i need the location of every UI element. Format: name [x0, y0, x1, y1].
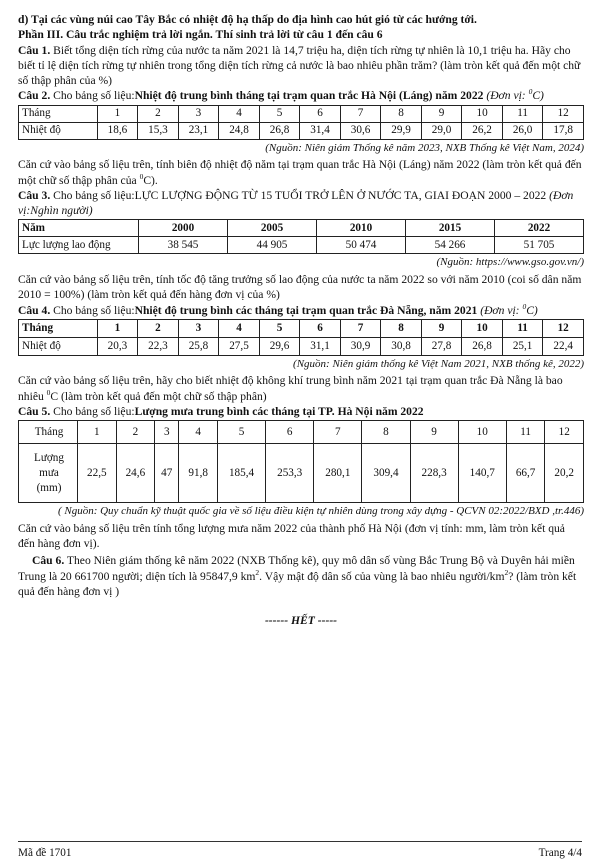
q2-table [18, 105, 584, 140]
q4-value: 27,5 [219, 337, 260, 355]
q3-header-label: Năm [19, 220, 139, 237]
q4-value: 22,4 [543, 337, 584, 355]
q5-value: 24,6 [116, 444, 155, 503]
q2-month: 10 [462, 105, 503, 122]
q4-value: 29,6 [259, 337, 300, 355]
part-title: Phần III. Câu trắc nghiệm trả lời ngắn. Thí sinh trả lời từ câu 1 đến câu 6 [18, 28, 383, 42]
q3-header-row [19, 220, 584, 237]
q5-label: Câu 5. [18, 405, 51, 418]
q4-month: 9 [421, 319, 462, 337]
q4-table [18, 319, 584, 356]
q2-month: 9 [421, 105, 462, 122]
q2-intro: Cho bảng số liệu: [53, 89, 135, 103]
q4-label: Câu 4. [18, 303, 51, 317]
exam-content [18, 12, 584, 629]
q2-month: 2 [138, 105, 179, 122]
q2-value: 31,4 [300, 122, 341, 139]
q2-unit: (Đơn vị: $^0$C) [486, 87, 544, 103]
q4-month-label: Tháng [19, 319, 98, 337]
q2-month: 6 [300, 105, 341, 122]
q3-value: 54 266 [406, 237, 495, 254]
q4-intro: Cho bảng số liệu: [53, 303, 135, 317]
q4-title: Nhiệt độ trung bình các tháng tại trạm quan trắc Đà Nẵng, năm 2021 [134, 303, 478, 317]
q4-value: 26,8 [462, 337, 503, 355]
q4-month: 6 [300, 319, 341, 337]
q2-value-label: Nhiệt độ [19, 122, 98, 139]
q4-value: 30,9 [340, 337, 381, 355]
q5-month: 12 [545, 421, 584, 444]
q2-label: Câu 2. [18, 89, 51, 103]
q3-table [18, 219, 584, 254]
q5-month: 4 [179, 421, 218, 444]
q2-month: 7 [340, 105, 381, 122]
q3-value: 44 905 [228, 237, 317, 254]
q5-value: 47 [155, 444, 179, 503]
q2-value: 30,6 [340, 122, 381, 139]
q2-value: 26,2 [462, 122, 503, 139]
q3-value-row [19, 237, 584, 254]
q4-value-label: Nhiệt độ [19, 337, 98, 355]
q5-value: 140,7 [458, 444, 506, 503]
q3-value: 51 705 [495, 237, 584, 254]
q2-source: (Nguồn: Niên giám Thống kê năm 2023, NXB Thống kê Việt Nam, 2024) [265, 141, 584, 154]
q4-value: 22,3 [138, 337, 179, 355]
q3-intro: Cho bảng số liệu: [53, 188, 135, 202]
q2-value-row [19, 122, 584, 139]
q2-value: 17,8 [543, 122, 584, 139]
q2-value: 29,9 [381, 122, 422, 139]
q4-value: 20,3 [97, 337, 138, 355]
q5-value-label: Lượng mưa (mm) [19, 444, 78, 503]
q4-month: 4 [219, 319, 260, 337]
q3-value: 38 545 [139, 237, 228, 254]
q5-title: Lượng mưa trung bình các tháng tại TP. Hà Nội năm 2022 [134, 405, 424, 418]
q2-value: 29,0 [421, 122, 462, 139]
q5-month: 9 [410, 421, 458, 444]
q4-month: 2 [138, 319, 179, 337]
question-1 [18, 43, 584, 89]
q3-year: 2022 [495, 220, 584, 237]
q5-month: 8 [362, 421, 410, 444]
q5-source: ( Nguồn: Quy chuẩn kỹ thuật quốc gia về số liệu điều kiện tự nhiên dùng trong xây dựng - QCVN 02:2022/BXD ,tr.446) [57, 505, 584, 518]
q3-year: 2010 [317, 220, 406, 237]
q4-month: 8 [381, 319, 422, 337]
q3-year: 2000 [139, 220, 228, 237]
q4-month: 10 [462, 319, 503, 337]
question-4-header [18, 303, 584, 318]
q4-value: 31,1 [300, 337, 341, 355]
q5-value: 20,2 [545, 444, 584, 503]
q2-month: 8 [381, 105, 422, 122]
q4-month: 7 [340, 319, 381, 337]
q5-month: 7 [314, 421, 362, 444]
q4-value: 25,1 [502, 337, 543, 355]
q5-value: 66,7 [506, 444, 545, 503]
q4-value: 27,8 [421, 337, 462, 355]
q2-value: 26,8 [259, 122, 300, 139]
q1-label: Câu 1. [18, 43, 51, 57]
q5-month: 10 [458, 421, 506, 444]
q5-table [18, 420, 584, 503]
q5-month: 1 [78, 421, 117, 444]
q2-month-label: Tháng [19, 105, 98, 122]
q5-value: 309,4 [362, 444, 410, 503]
q2-month: 4 [219, 105, 260, 122]
q5-month: 6 [266, 421, 314, 444]
q4-month: 11 [502, 319, 543, 337]
q5-month: 2 [116, 421, 155, 444]
q1-text: Biết tổng diện tích rừng của nước ta năm 2021 là 14,7 triệu ha, diện tích rừng tự nhiên là 10,1 triệu ha. Hãy cho biết tỉ lệ diện tích rừng tự nhiên trong tổng diện tích rừng cả nước là bao nhiêu phần trăm? (làm tròn kết quả đến một chữ số thập phân của %) [18, 43, 581, 88]
q3-unit: (Đơn vị:Nghìn người) [18, 188, 574, 218]
q5-value: 91,8 [179, 444, 218, 503]
q4-value: 30,8 [381, 337, 422, 355]
q4-unit: (Đơn vị: $^0$C) [480, 301, 538, 317]
page-number: Trang 4/4 [538, 847, 582, 859]
q4-month: 5 [259, 319, 300, 337]
q4-month: 12 [543, 319, 584, 337]
q2-value: 26,0 [502, 122, 543, 139]
q2-question: Căn cứ vào bảng số liệu trên, tính biên độ nhiệt độ năm tại trạm quan trắc Hà Nội (Láng) năm 2022 (làm tròn kết quả đến một chữ số thập phân của $^0$C). [18, 158, 582, 187]
q2-month: 11 [502, 105, 543, 122]
q2-value: 15,3 [138, 122, 179, 139]
q2-title: Nhiệt độ trung bình tháng tại trạm quan trắc Hà Nội (Láng) năm 2022 [134, 89, 484, 103]
q5-question: Căn cứ vào bảng số liệu trên tính tổng lượng mưa năm 2022 của thành phố Hà Nội (đơn vị tính: mm, làm tròn kết quả đến hàng đơn vị). [18, 521, 565, 551]
q3-row-label: Lực lượng lao động [19, 237, 139, 254]
q2-month: 12 [543, 105, 584, 122]
q6-text: Theo Niên giám thống kê năm 2022 (NXB Thống kê), quy mô dân số vùng Bắc Trung Bộ và Duyên hải miền Trung là 20 661700 người; diện tích là 95847,9 $km^2$. Vậy mật độ dân số của vùng là bao nhiêu người/$km^2$? (làm tròn kết quả đến hàng đơn vị ) [18, 554, 577, 598]
top-line: d) Tại các vùng núi cao Tây Bắc có nhiệt độ hạ thấp do địa hình cao hút gió từ các hướng tới. [18, 13, 477, 26]
q3-year: 2005 [228, 220, 317, 237]
q2-month-row [19, 105, 584, 122]
q5-month-row [19, 421, 584, 444]
q3-label: Câu 3. [18, 188, 51, 202]
q3-source: (Nguồn: https://www.gso.gov.vn/) [436, 256, 584, 269]
q4-month-row [19, 319, 584, 337]
q2-value: 18,6 [97, 122, 138, 139]
question-2-header [18, 88, 584, 103]
end-marker: ------ HẾT ----- [264, 614, 338, 628]
q2-month: 1 [97, 105, 138, 122]
q5-month: 11 [506, 421, 545, 444]
q3-value: 50 474 [317, 237, 406, 254]
q5-value: 185,4 [217, 444, 265, 503]
q5-value-row [19, 444, 584, 503]
q3-question: Căn cứ vào bảng số liệu trên, tính tốc độ tăng trưởng số lao động của nước ta năm 2022 so với năm 2010 (coi số dân năm 2010 = 100%) (làm tròn kết quả đến hàng đơn vị của %) [18, 273, 582, 302]
page-footer [18, 841, 582, 861]
exam-code: Mã đề 1701 [18, 847, 72, 859]
q5-month: 3 [155, 421, 179, 444]
q5-value: 22,5 [78, 444, 117, 503]
q6-label: Câu 6. [32, 554, 65, 568]
q5-intro: Cho bảng số liệu: [53, 405, 135, 418]
q2-month: 5 [259, 105, 300, 122]
question-3-header [18, 188, 584, 219]
question-5-header [18, 404, 584, 419]
q2-month: 3 [178, 105, 219, 122]
q5-month-label: Tháng [19, 421, 78, 444]
q4-value: 25,8 [178, 337, 219, 355]
q4-value-row [19, 337, 584, 355]
q3-title: LỰC LƯỢNG ĐỘNG TỪ 15 TUỔI TRỞ LÊN Ở NƯỚC TA, GIAI ĐOẠN 2000 – 2022 [134, 188, 547, 202]
q5-value: 228,3 [410, 444, 458, 503]
question-6 [18, 553, 584, 599]
q5-month: 5 [217, 421, 265, 444]
q5-value: 280,1 [314, 444, 362, 503]
q5-value: 253,3 [266, 444, 314, 503]
q4-question: Căn cứ vào bảng số liệu trên, hãy cho biết nhiệt độ không khí trung bình năm 2021 tại trạm quan trắc Đà Nẵng là bao nhiêu $^0$C (làm tròn kết quả đến một chữ số thập phân) [18, 374, 563, 403]
q4-source: (Nguồn: Niên giám thống kê Việt Nam 2021, NXB thống kê, 2022) [293, 357, 584, 370]
q3-year: 2015 [406, 220, 495, 237]
q2-value: 24,8 [219, 122, 260, 139]
q4-month: 1 [97, 319, 138, 337]
q4-month: 3 [178, 319, 219, 337]
q2-value: 23,1 [178, 122, 219, 139]
